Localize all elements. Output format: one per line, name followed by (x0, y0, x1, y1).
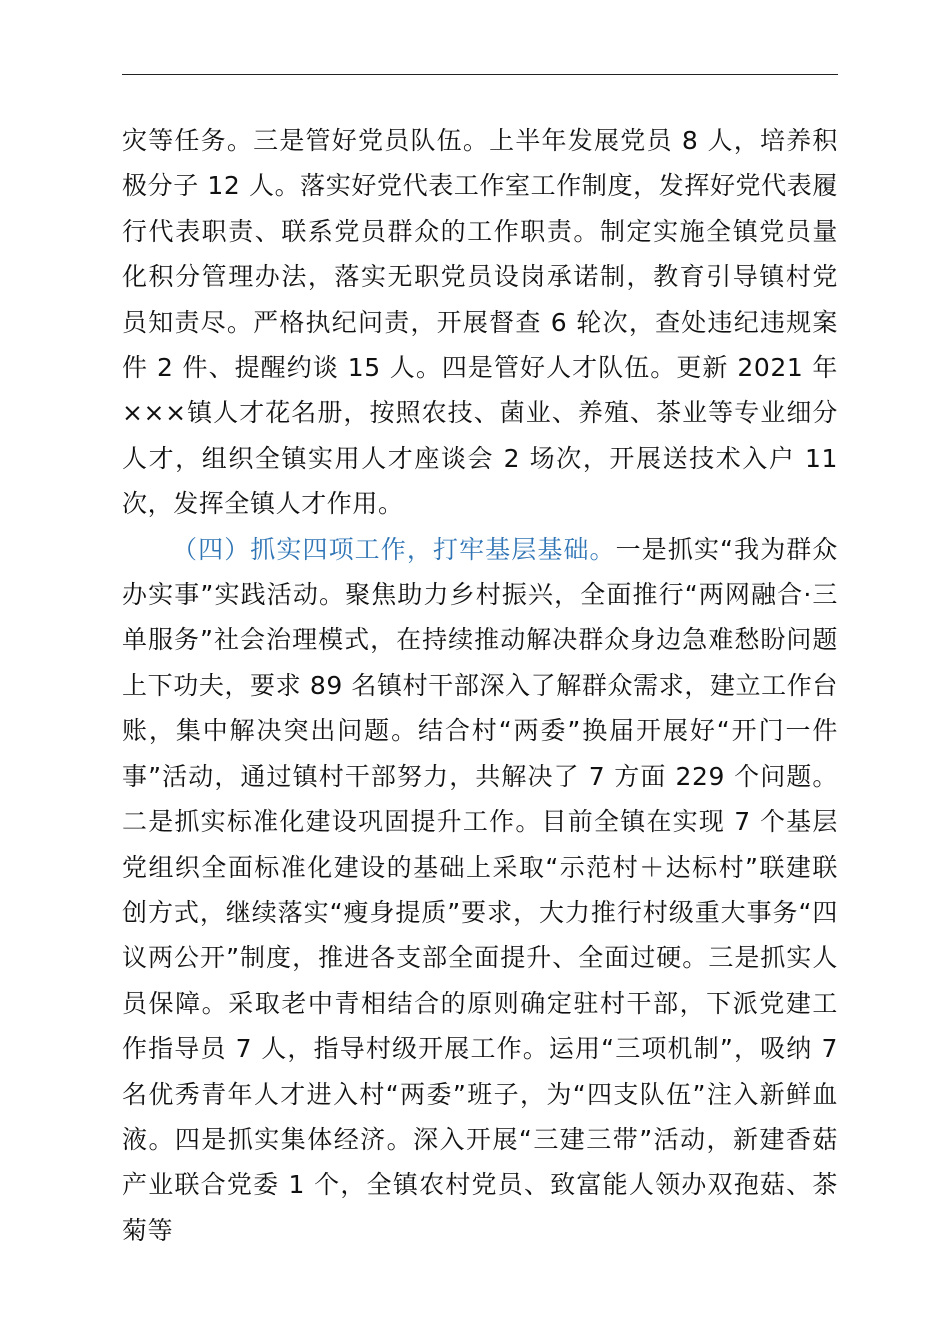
document-body (122, 118, 838, 1253)
section-heading: （四）抓实四项工作，打牢基层基础。 (172, 534, 616, 564)
header-rule (122, 74, 838, 75)
section-body-text: 一是抓实“我为群众办实事”实践活动。聚焦助力乡村振兴，全面推行“两网融合·三单服务”社会治理模式，在持续推动解决群众身边急难愁盼问题上下功夫，要求 89 名镇村干部深入了解群众需求，建立工作台账，集中解决突出问题。结合村“两委”换届开展好“开门一件事”活动，通过镇村干部努力，共解决了 7 方面 229 个问题。二是抓实标准化建设巩固提升工作。目前全镇在实现 7 个基层党组织全面标准化建设的基础上采取“示范村＋达标村”联建联创方式，继续落实“瘦身提质”要求，大力推行村级重大事务“四议两公开”制度，推进各支部全面提升、全面过硬。三是抓实人员保障。采取老中青相结合的原则确定驻村干部，下派党建工作指导员 7 人，指导村级开展工作。运用“三项机制”，吸纳 7 名优秀青年人才进入村“两委”班子，为“四支队伍”注入新鲜血液。四是抓实集体经济。深入开展“三建三带”活动，新建香菇产业联合党委 1 个，全镇农村党员、致富能人领办双孢菇、茶菊等 (122, 534, 839, 1245)
body-paragraph-1: 灾等任务。三是管好党员队伍。上半年发展党员 8 人，培养积极分子 12 人。落实好党代表工作室工作制度，发挥好党代表履行代表职责、联系党员群众的工作职责。制定实施全镇党员量化积分管理办法，落实无职党员设岗承诺制，教育引导镇村党员知责尽。严格执纪问责，开展督查 6 轮次，查处违纪违规案件 2 件、提醒约谈 15 人。四是管好人才队伍。更新 2021 年×××镇人才花名册，按照农技、菌业、养殖、茶业等专业细分人才，组织全镇实用人才座谈会 2 场次，开展送技术入户 11 次，发挥全镇人才作用。 (122, 126, 838, 519)
body-paragraph-2 (122, 527, 838, 1254)
